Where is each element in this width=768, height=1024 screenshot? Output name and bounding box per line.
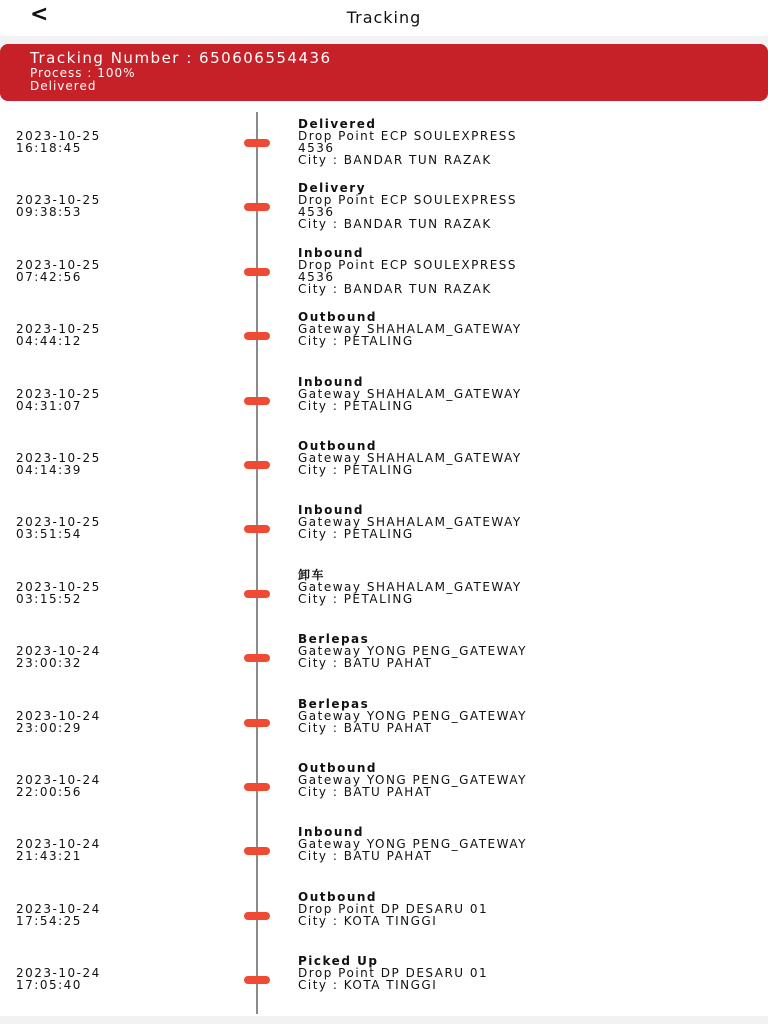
event-info [298, 698, 527, 734]
event-city: City : BATU PAHAT [298, 785, 433, 799]
timeline-event [0, 563, 768, 627]
event-info [298, 891, 488, 927]
event-date: 2023-10-24 [16, 901, 101, 916]
timeline-dot [244, 719, 270, 727]
timeline-dot [244, 654, 270, 662]
event-date: 2023-10-24 [16, 708, 101, 723]
event-status: Outbound [298, 889, 377, 904]
event-city: City : BATU PAHAT [298, 720, 433, 735]
event-location: Drop Point ECP SOULEXPRESS [298, 129, 518, 143]
event-location-line2: 4536 [298, 141, 335, 155]
event-status: Outbound [298, 439, 377, 453]
event-time: 21:43:21 [16, 849, 82, 864]
event-time: 03:51:54 [16, 527, 82, 542]
timeline-event [0, 112, 768, 176]
event-status: Inbound [298, 503, 365, 518]
tracking-timeline [0, 112, 768, 1014]
event-status: Outbound [298, 310, 377, 325]
event-time: 22:00:56 [16, 785, 82, 799]
event-date: 2023-10-24 [16, 966, 101, 981]
timeline-dot [244, 203, 270, 211]
timeline-event [0, 305, 768, 369]
event-info [298, 633, 527, 669]
event-timestamp [16, 130, 101, 154]
event-status: Picked Up [298, 954, 379, 969]
event-city: City : BATU PAHAT [298, 849, 433, 864]
event-city: City : BANDAR TUN RAZAK [298, 217, 492, 232]
event-info [298, 247, 517, 295]
event-location: Gateway SHAHALAM_GATEWAY [298, 515, 522, 530]
event-info [298, 762, 527, 798]
event-city: City : BANDAR TUN RAZAK [298, 153, 492, 167]
event-time: 17:05:40 [16, 978, 82, 993]
timeline-event [0, 692, 768, 756]
timeline-dot [244, 397, 270, 405]
timeline-event [0, 949, 768, 1013]
event-info [298, 569, 522, 605]
event-city: City : PETALING [298, 463, 414, 477]
event-timestamp [16, 581, 101, 605]
event-date: 2023-10-25 [16, 193, 101, 208]
top-bar [0, 0, 768, 36]
event-timestamp [16, 259, 101, 283]
event-timestamp [16, 710, 101, 734]
event-date: 2023-10-24 [16, 644, 101, 659]
event-info [298, 311, 522, 347]
event-location: Drop Point DP DESARU 01 [298, 966, 489, 981]
event-location-line2: 4536 [298, 205, 335, 220]
timeline-dot [244, 976, 270, 984]
event-date: 2023-10-25 [16, 515, 101, 530]
timeline-dot [244, 139, 270, 147]
timeline-dot [244, 268, 270, 276]
timeline-event [0, 885, 768, 949]
event-timestamp [16, 516, 101, 540]
event-location: Drop Point ECP SOULEXPRESS [298, 193, 518, 208]
event-date: 2023-10-25 [16, 386, 101, 401]
event-time: 04:14:39 [16, 463, 82, 477]
event-timestamp [16, 903, 101, 927]
timeline-event [0, 241, 768, 305]
event-date: 2023-10-25 [16, 322, 101, 337]
event-time: 03:15:52 [16, 591, 82, 606]
event-city: City : PETALING [298, 334, 414, 349]
event-timestamp [16, 388, 101, 412]
event-timestamp [16, 323, 101, 347]
event-city: City : PETALING [298, 591, 414, 606]
event-info [298, 504, 522, 540]
event-timestamp [16, 838, 101, 862]
event-time: 07:42:56 [16, 269, 82, 284]
event-date: 2023-10-25 [16, 257, 101, 272]
event-location: Gateway YONG PENG_GATEWAY [298, 837, 527, 852]
event-status: Inbound [298, 825, 365, 840]
event-time: 16:18:45 [16, 141, 82, 155]
timeline-dot [244, 461, 270, 469]
event-status: Inbound [298, 245, 365, 260]
back-button[interactable]: < [30, 2, 49, 27]
event-location: Gateway YONG PENG_GATEWAY [298, 708, 527, 723]
event-status: Inbound [298, 374, 365, 389]
event-location: Gateway SHAHALAM_GATEWAY [298, 322, 522, 337]
event-info [298, 440, 522, 476]
event-date: 2023-10-25 [16, 129, 101, 143]
event-date: 2023-10-24 [16, 837, 101, 852]
event-location-line2: 4536 [298, 269, 335, 284]
event-city: City : PETALING [298, 527, 414, 542]
event-location: Drop Point ECP SOULEXPRESS [298, 257, 518, 272]
timeline-event [0, 434, 768, 498]
event-time: 23:00:29 [16, 720, 82, 735]
event-timestamp [16, 967, 101, 991]
timeline-dot [244, 332, 270, 340]
event-date: 2023-10-25 [16, 451, 101, 465]
event-info [298, 118, 517, 166]
event-status: Delivered [298, 117, 377, 131]
event-status: Outbound [298, 761, 377, 775]
event-info [298, 955, 488, 991]
timeline-event [0, 627, 768, 691]
event-time: 09:38:53 [16, 205, 82, 220]
event-info [298, 376, 522, 412]
event-status: 卸车 [298, 567, 326, 582]
event-city: City : KOTA TINGGI [298, 978, 438, 993]
event-info [298, 826, 527, 862]
event-timestamp [16, 452, 101, 476]
event-status: Berlepas [298, 632, 370, 647]
event-time: 17:54:25 [16, 913, 82, 928]
timeline-event [0, 370, 768, 434]
timeline-dot [244, 525, 270, 533]
event-city: City : KOTA TINGGI [298, 913, 438, 928]
page-title: Tracking [346, 8, 422, 27]
event-location: Gateway SHAHALAM_GATEWAY [298, 451, 522, 465]
event-timestamp [16, 194, 101, 218]
delivery-status: Delivered [30, 79, 97, 93]
bottom-divider [0, 1016, 768, 1024]
timeline-dot [244, 912, 270, 920]
tracking-banner [0, 44, 768, 101]
event-location: Gateway SHAHALAM_GATEWAY [298, 579, 522, 594]
event-time: 04:44:12 [16, 334, 82, 349]
process-percentage: Process : 100% [30, 66, 136, 80]
timeline-dot [244, 590, 270, 598]
event-city: City : PETALING [298, 398, 414, 413]
timeline-event [0, 498, 768, 562]
event-location: Gateway YONG PENG_GATEWAY [298, 644, 527, 659]
timeline-event [0, 820, 768, 884]
timeline-event [0, 176, 768, 240]
event-timestamp [16, 645, 101, 669]
event-status: Berlepas [298, 696, 370, 711]
timeline-dot [244, 847, 270, 855]
event-date: 2023-10-25 [16, 579, 101, 594]
event-status: Delivery [298, 181, 367, 196]
timeline-dot [244, 783, 270, 791]
event-city: City : BATU PAHAT [298, 656, 433, 671]
event-location: Gateway SHAHALAM_GATEWAY [298, 386, 522, 401]
timeline-event [0, 756, 768, 820]
event-location: Drop Point DP DESARU 01 [298, 901, 489, 916]
event-timestamp [16, 774, 101, 798]
tracking-number: Tracking Number : 650606554436 [30, 49, 332, 67]
event-date: 2023-10-24 [16, 773, 101, 787]
event-location: Gateway YONG PENG_GATEWAY [298, 773, 527, 787]
event-info [298, 182, 517, 230]
event-time: 23:00:32 [16, 656, 82, 671]
event-city: City : BANDAR TUN RAZAK [298, 281, 492, 296]
event-time: 04:31:07 [16, 398, 82, 413]
